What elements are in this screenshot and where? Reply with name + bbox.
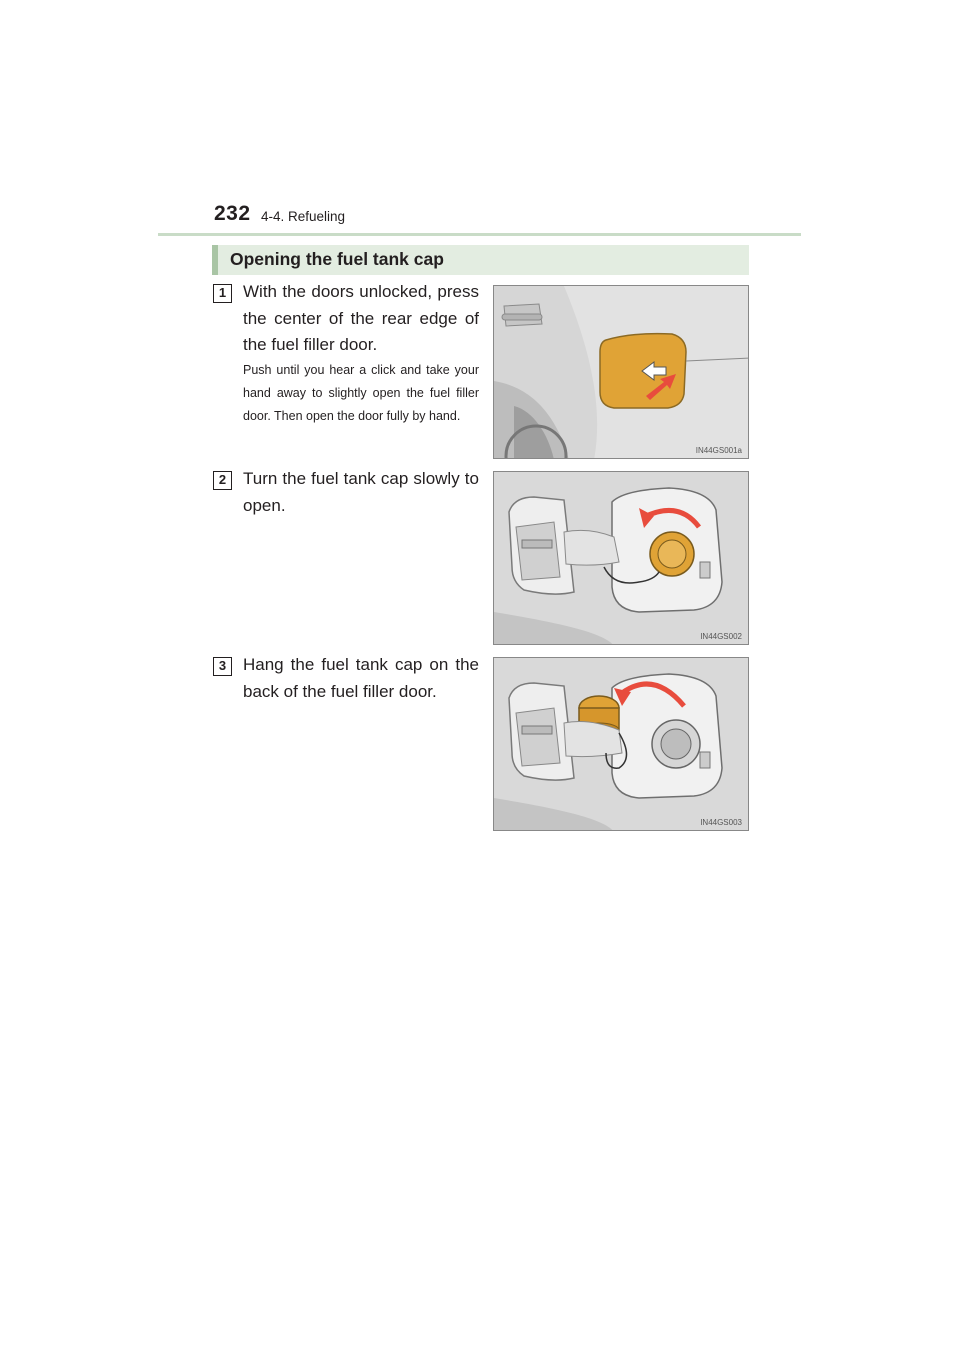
step-text-3: Hang the fuel tank cap on the back of the fuel filler door.	[243, 655, 479, 701]
step-number-2: 2	[213, 471, 232, 490]
illustration-code-3: IN44GS003	[700, 818, 742, 827]
illustration-turn-cap	[493, 471, 749, 645]
section-heading	[212, 245, 749, 275]
step-text-1: With the doors unlocked, press the center of the rear edge of the fuel filler door.	[243, 282, 479, 354]
step-number-3: 3	[213, 657, 232, 676]
page-number: 232	[214, 202, 251, 225]
section-heading-text: Opening the fuel tank cap	[230, 249, 444, 269]
illustration-hang-cap	[493, 657, 749, 831]
step-number-1: 1	[213, 284, 232, 303]
illustration-fuel-door-press	[493, 285, 749, 459]
header-rule	[158, 233, 801, 236]
illustration-code-1: IN44GS001a	[695, 446, 742, 455]
illustration-code-2: IN44GS002	[700, 632, 742, 641]
section-reference: 4-4. Refueling	[261, 209, 346, 224]
step-text-2: Turn the fuel tank cap slowly to open.	[243, 469, 479, 515]
step-note-1: Push until you hear a click and take your hand away to slightly open the fuel filler door. Then open the door fully by hand.	[243, 363, 479, 423]
